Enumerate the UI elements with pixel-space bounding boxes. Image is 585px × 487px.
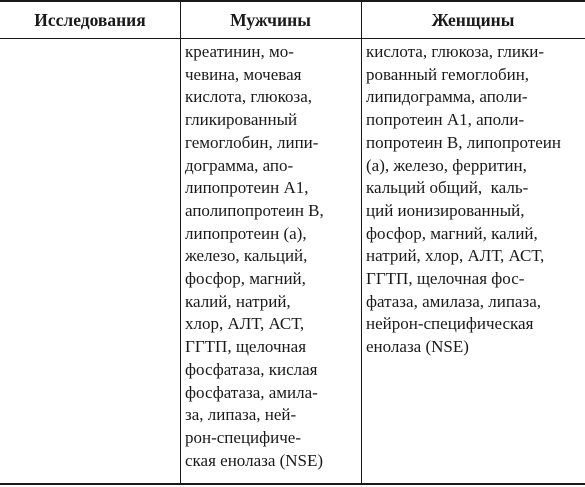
cell-text-line: енолаза (NSE) <box>366 337 469 357</box>
cell-text-line: креатинин, мо- <box>185 42 294 61</box>
cell-text-line: натрий, хлор, АЛТ, АСТ, <box>366 246 545 266</box>
column-divider-2 <box>361 2 362 485</box>
cell-text-line: фосфатаза, кислая <box>185 359 318 379</box>
cell-text-line: калий, натрий, <box>185 291 291 311</box>
cell-text-line: хлор, АЛТ, АСТ, <box>185 314 305 334</box>
table-header-row <box>0 2 585 39</box>
header-studies: Исследования <box>34 9 146 30</box>
cell-text-line: чевина, мочевая <box>185 64 302 84</box>
cell-text-line: рон-специфиче- <box>185 427 302 447</box>
cell-text-line: за, липаза, ней- <box>185 405 297 425</box>
cell-text-line: липопротеин (а), <box>185 223 307 243</box>
column-divider-1 <box>180 2 181 485</box>
cell-text-line: липопротеин А1, <box>185 178 309 198</box>
cell-women <box>366 41 585 359</box>
cell-text-line: гликированный <box>185 110 298 130</box>
cell-text-line: попротеин В, липопротеин <box>366 132 561 152</box>
cell-text-line: рованный гемоглобин, <box>366 64 530 84</box>
cell-text-line: липидограмма, апoли- <box>366 87 528 107</box>
header-women: Женщины <box>431 9 515 30</box>
cell-text-line: ГГТП, щелочная фос- <box>366 269 525 289</box>
cell-text-line: фосфатаза, амила- <box>185 382 318 402</box>
cell-text-line: кислота, глюкоза, <box>185 87 313 107</box>
cell-text-line: дограмма, апо- <box>185 155 294 175</box>
cell-text-line: гемоглобин, липи- <box>185 132 319 152</box>
cell-text-line: ская енолаза (NSE) <box>185 450 324 470</box>
cell-men <box>185 41 361 472</box>
cell-text-line: железо, кальций, <box>185 246 308 266</box>
cell-text-line: аполипопротеин В, <box>185 200 324 220</box>
cell-text-line: ГГТП, щелочная <box>185 337 307 357</box>
cell-text-line: нейрон-специфическая <box>366 314 534 334</box>
cell-text-line: фатаза, амилаза, липаза, <box>366 291 541 311</box>
cell-text-line: кислота, глюкоза, глики- <box>366 42 545 61</box>
cell-text-line: (а), железо, ферритин, <box>366 155 527 175</box>
cell-text-line: кальций общий, каль- <box>366 178 529 198</box>
cell-text-line: фосфор, магний, <box>185 269 306 289</box>
header-men: Мужчины <box>230 9 311 30</box>
cell-text-line: попротеин А1, аполи- <box>366 110 525 130</box>
cell-text-line: ций ионизированный, <box>366 200 525 220</box>
cell-text-line: фосфор, магний, калий, <box>366 223 538 243</box>
